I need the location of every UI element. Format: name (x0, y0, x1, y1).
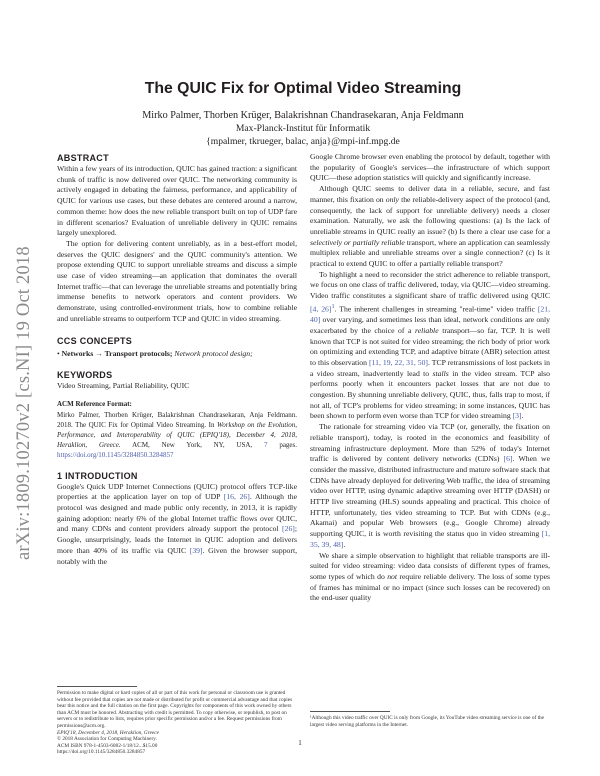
abstract-paragraph-1: Within a few years of its introduction, QUIC has gained traction: a significant chunk of traffic is now delivered over QUIC. The networking community is actively engaged in debating the fairness, performance, and applicability of QUIC for various use cases, but these debates are centered around a narrow, common theme: how does the new reliable transport built on top of UDP fare in different scenarios? Evaluation of unreliable delivery in QUIC remains largely unexplored. (57, 164, 297, 238)
authors: Mirko Palmer, Thorben Krüger, Balakrishnan Chandrasekaran, Anja Feldmann (142, 110, 464, 121)
citation-link[interactable]: [3] (512, 411, 522, 421)
permission-copyright: © 2018 Association for Computing Machinery. (57, 736, 157, 743)
permission-text: Permission to make digital or hard copies of all or part of this work for personal or classroom use is granted without fee provided that copies are not made or distributed for profit or commercial advantage and that copies bear this notice and the full citation on the first page. Copyrights for components of this work owned by others than ACM must be honored. Abstracting with credit is permitted. To copy otherwise, or republish, to post on servers or to redistribute to lists, requires prior specific permission and/or a fee. Request permissions from permissions@acm.org. (57, 690, 293, 729)
emails: {mpalmer, tkrueger, balac, anja}@mpi-inf.mpg.de (206, 136, 400, 147)
citation-link[interactable]: [39] (189, 545, 203, 555)
abstract-heading: ABSTRACT (57, 153, 109, 163)
acm-reference: Mirko Palmer, Thorben Krüger, Balakrishnan Chandrasekaran, Anja Feldmann. 2018. The QUIC Fix for Optimal Video Streaming. In Workshop on the Evolution, Performance, and Interoperability of QUIC (EPIQ'18), December 4, 2018, Heraklion, Greece. ACM, New York, NY, USA, 7 pages. https://doi.org/10.1145/3284850.3284857 (57, 410, 298, 459)
footnote (310, 711, 550, 728)
introduction-heading: 1 INTRODUCTION (57, 470, 138, 481)
citation-link[interactable]: [1, 35, 39, 48] (310, 529, 551, 549)
right-paragraph-1: Google Chrome browser even enabling the protocol by default, together with the popularity of Google's services—the infrastructure of which support QUIC—these adoption statistics will quickly and significantly increase. (310, 152, 550, 183)
citation-link[interactable]: [4, 26] (310, 304, 332, 314)
abstract-paragraph-2: The option for delivering content unreliably, as in a best-effort model, deserves the QUIC designers' and the QUIC community's attention. We propose extending QUIC to support unreliable streams and discuss a simple use case of video streaming—an application that dominates the overall Internet traffic—that can leverage the unreliable streams and potentially bring immense benefits to network operators and content providers. We demonstrate, using controlled-environment trials, how to combine reliable and unreliable streams to outperform TCP and QUIC in video streaming. (57, 238, 297, 323)
right-paragraph-5: We share a simple observation to highlight that reliable transports are ill-suited for video streaming: video data consists of different types of frames, some types of which do not require reliable delivery. The loss of some types of frames has minimal or no impact (since such losses can be recovered) on the end-user quality (310, 550, 551, 603)
acm-reference-label: ACM Reference Format: (57, 399, 132, 408)
citation-link[interactable]: [6] (503, 454, 513, 464)
right-paragraph-4: The rationale for streaming video via TCP (or, generally, the fixation on reliable transport), today, is rooted in the economics and feasibility of streaming infrastructure deployment. More than 52% of today's Internet traffic is delivered by content delivery networks (CDNs) [6]. When we consider the massive, distributed infrastructure and mature software stack that CDNs have already deployed for delivering Web traffic, the idea of streaming video over HTTP, using dynamic adaptive streaming over HTTP (DASH) or HTTP live streaming (HLS) sounds appealing and practical. This choice of HTTP, unfortunately, ties video streaming to TCP. But with CDNs (e.g., Akamai) and popular Web browsers (e.g., Google Chrome) already supporting QUIC, it is worth revisiting the status quo in video streaming [1, 35, 39, 48]. (310, 422, 551, 549)
keywords-heading: KEYWORDS (57, 370, 113, 381)
right-paragraph-2: Although QUIC seems to deliver data in a reliable, secure, and fast manner, this fixation on only the reliable-delivery aspect of the protocol (and, consequently, the lack of support for unreliable delivery) needs a closer examination. Naturally, we ask the following questions: (a) Is the lack of unreliable streams in QUIC really an issue? (b) Is there a clear use case for a selectively or partially reliable transport, where an application can seamlessly multiplex reliable and unreliable streams over a single connection? (c) Is it practical to extend QUIC to offer a partially reliable transport? (310, 184, 551, 269)
ccs-concepts: • Networks → Transport protocols; Network protocol design; (57, 348, 253, 358)
citation-link[interactable]: [21, 40] (310, 304, 550, 325)
permission-doi[interactable]: https://doi.org/10.1145/3284850.3284857 (57, 749, 146, 756)
pages-link[interactable]: 7 (263, 440, 268, 449)
affiliation: Max-Planck-Institut für Informatik (235, 123, 371, 134)
citation-link[interactable]: [16, 26] (223, 492, 250, 502)
paper-title: The QUIC Fix for Optimal Video Streaming (144, 80, 462, 97)
page-number: 1 (298, 739, 302, 747)
citation-link[interactable]: [11, 19, 22, 31, 50] (369, 357, 428, 367)
ccs-heading: CCS CONCEPTS (57, 335, 133, 346)
right-paragraph-3: To highlight a need to reconsider the strict adherence to reliable transport, we focus on one class of traffic delivered, today, via QUIC—video streaming. Video traffic constitutes a significant share of traffic delivered using QUIC [4, 26]$^1$. The inherent challenges in streaming "real-time" video traffic [21, 40] over varying, and sometimes less than ideal, network conditions are only exacerbated by the choice of a reliable transport—so far, TCP. It is well known that TCP is not suited for video streaming; the rich body of prior work on optimizing and extending TCP, and adaptive bitrate (ABR) selection attest to this observation [11, 19, 22, 31, 50]. TCP retransmissions of lost packets in a video stream, inadvertently lead to stalls in the video stream. TCP also performs poorly when it encounters packet losses that are not due to congestion. By shunning unreliable delivery, QUIC, thus, falls trap to most, if not all, of TCP's problems for video streaming; in some instances, QUIC has been shown to perform even worse than TCP for video streaming [3]. (310, 269, 551, 421)
right-column (310, 152, 550, 604)
doi-link[interactable]: https://doi.org/10.1145/3284850.3284857 (57, 450, 174, 459)
permission-isbn: ACM ISBN 978-1-4503-6082-1/18/12...$15.00 (57, 742, 158, 749)
arxiv-stamp: arXiv:1809.10270v2 [cs.NI] 19 Oct 2018 (14, 246, 34, 560)
footnote-text: ¹Although this video traffic over QUIC is only from Google, its YouTube video streaming service is one of the largest video serving platforms in the Internet. (310, 715, 545, 728)
permission-venue: EPIQ'18, December 4, 2018, Heraklion, Greece (57, 729, 159, 736)
introduction-paragraph-1: Google's Quick UDP Internet Connections (QUIC) protocol offers TCP-like properties at the application layer on top of UDP [16, 26]. Although the protocol was designed and made public only recently, in 2013, it is rapidly gaining adoption: nearly 6% of the global Internet traffic flows over QUIC, and many CDNs and content providers already support the protocol [26]; Google, unsurprisingly, leads the Internet in QUIC adoption and delivers more than 40% of its traffic via QUIC [39]. Given the browser support, notably with the (57, 481, 298, 566)
left-column (57, 152, 297, 567)
citation-link[interactable]: [26] (282, 524, 295, 534)
keywords: Video Streaming, Partial Reliability, QUIC (57, 381, 190, 391)
permission-block (57, 686, 297, 756)
footnote-marker[interactable]: 1 (331, 302, 335, 310)
